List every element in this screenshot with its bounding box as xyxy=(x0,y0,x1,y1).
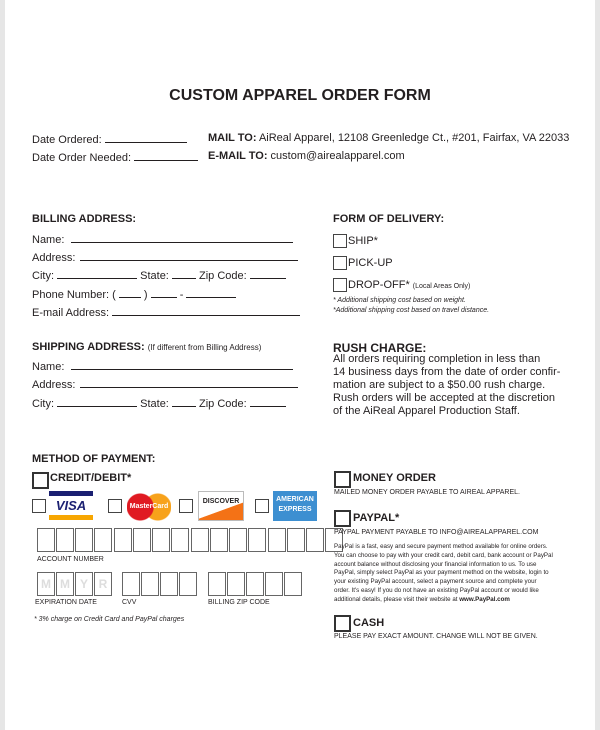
dash: - xyxy=(179,289,184,301)
visa-logo: VISA xyxy=(49,491,93,520)
label: Phone Number: xyxy=(32,289,110,301)
money-order-checkbox[interactable] xyxy=(334,471,351,488)
visa-checkbox[interactable] xyxy=(32,499,46,513)
ship-checkbox[interactable] xyxy=(333,234,347,248)
exp-placeholder: M xyxy=(56,572,74,596)
ship-label: SHIP* xyxy=(348,235,378,247)
pickup-label: PICK-UP xyxy=(348,257,393,269)
delivery-heading: FORM OF DELIVERY: xyxy=(333,213,445,225)
date-ordered-field[interactable] xyxy=(32,132,187,146)
card-charge-note: * 3% charge on Credit Card and PayPal charges xyxy=(34,616,185,623)
label: City: xyxy=(32,398,54,410)
shipping-note-1: * Additional shipping cost based on weight. xyxy=(333,297,466,304)
paypal-checkbox[interactable] xyxy=(334,510,351,527)
label: Zip Code: xyxy=(199,270,247,282)
billing-name-field[interactable] xyxy=(32,232,293,246)
label: City: xyxy=(32,270,54,282)
shipping-name-field[interactable] xyxy=(32,359,293,373)
mastercard-logo: MasterCard xyxy=(127,493,171,521)
rush-line: All orders requiring completion in less than xyxy=(333,353,541,365)
pickup-checkbox[interactable] xyxy=(333,256,347,270)
shipping-address-field[interactable] xyxy=(32,377,298,391)
label: Address: xyxy=(32,252,76,264)
label: E-mail Address: xyxy=(32,307,110,319)
label: State: xyxy=(140,270,169,282)
shipping-city-row[interactable] xyxy=(32,396,286,410)
shipping-note-2: *Additional shipping cost based on travel distance. xyxy=(333,307,490,314)
billing-address-field[interactable] xyxy=(32,250,298,264)
paypal-text: PAYPAL PAYMENT PAYABLE TO INFO@AIREALAPPAREL.COM xyxy=(334,529,539,536)
billing-phone-field[interactable] xyxy=(32,287,236,301)
paypal-para: PayPal is a fast, easy and secure payment method available for online orders. You can choose to pay with your credit card, debit card, bank account or PayPal account balance without disclosing your financial information to us. To use PayPal, simply select PayPal as your payment method on the website, login to your existing PayPal account, select a payment source and complete your order. It's easy! If you do not have an existing PayPal account or would like additional details, please visit their website at xyxy=(334,543,553,603)
amex-checkbox[interactable] xyxy=(255,499,269,513)
discover-logo: DISCOVER xyxy=(198,491,244,521)
cvv-boxes[interactable] xyxy=(122,572,198,596)
exp-placeholder: R xyxy=(94,572,112,596)
dropoff-label xyxy=(348,279,470,291)
expiration-date-boxes[interactable] xyxy=(37,572,113,596)
paren: ( xyxy=(112,289,116,301)
paypal-link[interactable]: www.PayPal.com xyxy=(459,595,510,603)
rush-line: mation are subject to a $50.00 rush charge. xyxy=(333,379,546,391)
rush-line: of the AiReal Apparel Production Staff. xyxy=(333,405,520,417)
label: Address: xyxy=(32,379,76,391)
mastercard-checkbox[interactable] xyxy=(108,499,122,513)
account-number-label: ACCOUNT NUMBER xyxy=(37,556,104,563)
email-to xyxy=(208,150,405,162)
shipping-heading xyxy=(32,341,261,353)
rush-line: Rush orders will be accepted at the discretion xyxy=(333,392,555,404)
label: Name: xyxy=(32,361,65,373)
paypal-description xyxy=(334,543,554,605)
heading: SHIPPING ADDRESS: xyxy=(32,341,145,353)
billing-city-row[interactable] xyxy=(32,268,286,282)
account-number-boxes[interactable] xyxy=(37,528,344,552)
label: Zip Code: xyxy=(199,398,247,410)
label: State: xyxy=(140,398,169,410)
dropoff-checkbox[interactable] xyxy=(333,278,347,292)
mail-to-address: AiReal Apparel, 12108 Greenledge Ct., #201, Fairfax, VA 22033 xyxy=(258,132,570,144)
money-order-heading: MONEY ORDER xyxy=(353,472,436,484)
exp-placeholder: M xyxy=(37,572,55,596)
paypal-heading: PAYPAL* xyxy=(353,512,400,524)
cash-text: PLEASE PAY EXACT AMOUNT. CHANGE WILL NOT BE GIVEN. xyxy=(334,633,538,640)
mail-to-label: MAIL TO: xyxy=(208,132,257,144)
cash-heading: CASH xyxy=(353,617,385,629)
billing-zip-label: BILLING ZIP CODE xyxy=(208,599,270,606)
date-needed-field[interactable] xyxy=(32,150,198,164)
credit-checkbox[interactable] xyxy=(32,472,49,489)
page-title: CUSTOM APPAREL ORDER FORM xyxy=(169,87,431,104)
rush-text xyxy=(333,353,560,418)
billing-zip-boxes[interactable] xyxy=(208,572,303,596)
amex-logo: AMERICAN EXPRESS xyxy=(273,491,317,521)
label: DROP-OFF* xyxy=(348,279,410,291)
billing-heading: BILLING ADDRESS: xyxy=(32,213,137,225)
note: (Local Areas Only) xyxy=(412,283,471,290)
email-address: custom@airealapparel.com xyxy=(270,150,405,162)
credit-label: CREDIT/DEBIT* xyxy=(50,472,132,484)
paren: ) xyxy=(143,289,148,301)
note: (If different from Billing Address) xyxy=(147,343,262,352)
cash-checkbox[interactable] xyxy=(334,615,351,632)
expiration-label: EXPIRATION DATE xyxy=(35,599,97,606)
label: Date Order Needed: xyxy=(32,152,132,164)
label: Date Ordered: xyxy=(32,134,102,146)
payment-heading: METHOD OF PAYMENT: xyxy=(32,453,156,465)
mail-to xyxy=(208,132,569,144)
discover-checkbox[interactable] xyxy=(179,499,193,513)
rush-line: 14 business days from the date of order confir- xyxy=(333,366,561,378)
exp-placeholder: Y xyxy=(75,572,93,596)
label: Name: xyxy=(32,234,65,246)
billing-email-field[interactable] xyxy=(32,305,300,319)
order-form-page xyxy=(5,0,595,730)
rush-heading: RUSH CHARGE: xyxy=(333,341,427,355)
money-order-text: MAILED MONEY ORDER PAYABLE TO AIREAL APPAREL. xyxy=(334,489,520,496)
email-to-label: E-MAIL TO: xyxy=(208,150,268,162)
cvv-label: CVV xyxy=(122,599,137,606)
